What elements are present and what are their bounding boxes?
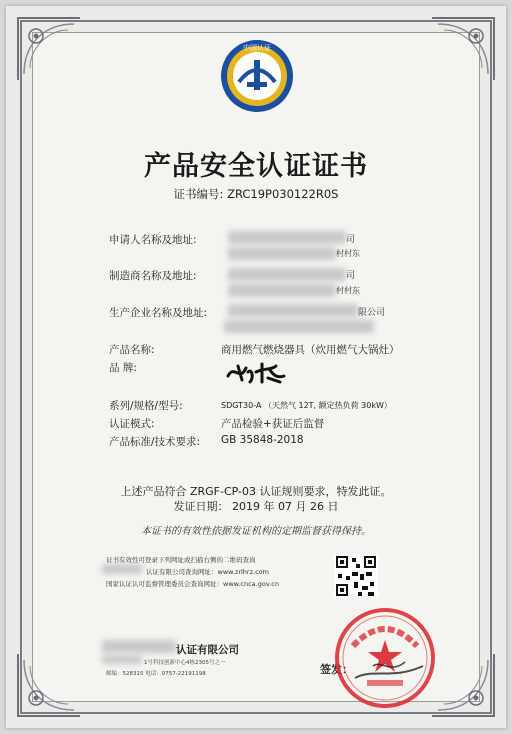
applicant-fragment: 司 — [346, 235, 356, 245]
manufacturer-fragment: 司 — [346, 271, 356, 281]
producer-fragment: 限公司 — [358, 308, 386, 318]
manufacturer-label: 制造商名称及地址: — [109, 270, 197, 282]
redacted-block — [228, 231, 346, 244]
manufacturer-fragment: 村村东 — [336, 286, 360, 295]
validity-note: 本证书的有效性依据发证机构的定期监督获得保持。 — [141, 526, 371, 537]
footer-query-line: 认证有限公司查询网址：www.zrlhrz.com — [146, 568, 269, 576]
product-label: 产品名称: — [109, 344, 155, 356]
applicant-label: 申请人名称及地址: — [109, 234, 197, 246]
corner-ornament-icon — [428, 14, 498, 84]
sign-label: 签发： — [320, 663, 353, 676]
issuer-name: 认证有限公司 — [176, 644, 239, 656]
issue-date: 发证日期： 2019 年 07 月 26 日 — [173, 500, 339, 513]
qr-code-icon — [334, 554, 378, 598]
redacted-block — [228, 304, 358, 317]
conformity-statement: 上述产品符合 ZRGF-CP-03 认证规则要求，特发此证。 — [120, 485, 392, 498]
redacted-block — [102, 564, 142, 574]
model-label: 系列/规格/型号: — [109, 400, 183, 412]
logo-text: 中国认证 — [243, 44, 271, 52]
product-value: 商用燃气燃烧器具（炊用燃气大锅灶） — [221, 344, 400, 356]
mode-label: 认证模式: — [109, 418, 155, 430]
redacted-block — [102, 640, 176, 653]
footer-query-line: 证书有效性可登录下列网址或扫描右侧的二维码查询 — [106, 556, 256, 564]
applicant-fragment: 村村东 — [336, 249, 360, 258]
certificate-title: 产品安全认证证书 — [144, 151, 368, 182]
footer-query-line: 国家认证认可监督管理委员会查询网址：www.cnca.gov.cn — [106, 580, 279, 588]
redacted-block — [228, 247, 336, 260]
issuer-address: 1号科技创新中心4栋2305号之一 — [144, 660, 226, 666]
model-value: SDGT30-A （天然气 12T, 额定热负荷 30kW） — [221, 401, 392, 410]
standard-label: 产品标准/技术要求: — [109, 436, 201, 448]
redacted-block — [224, 320, 374, 333]
certification-logo-icon — [219, 38, 295, 114]
corner-ornament-icon — [14, 14, 84, 84]
certificate-number — [6, 186, 506, 202]
corner-ornament-icon — [14, 650, 84, 720]
standard-value: GB 35848-2018 — [221, 434, 304, 446]
corner-ornament-icon — [428, 650, 498, 720]
brand-label: 品 牌: — [109, 362, 137, 374]
issuer-contact: 邮编：528315 电话：0757-22191198 — [106, 671, 206, 677]
mode-value: 产品检验+获证后监督 — [221, 418, 325, 430]
official-seal-icon — [333, 606, 437, 710]
brand-calligraphy-icon — [224, 358, 290, 386]
certificate-page — [6, 6, 506, 728]
cert-no-label: 证书编号: — [173, 187, 224, 201]
redacted-block — [102, 655, 142, 664]
producer-label: 生产企业名称及地址: — [109, 307, 208, 319]
cert-no-value: ZRC19P030122R0S — [227, 187, 339, 201]
redacted-block — [228, 268, 346, 281]
redacted-block — [228, 284, 336, 297]
